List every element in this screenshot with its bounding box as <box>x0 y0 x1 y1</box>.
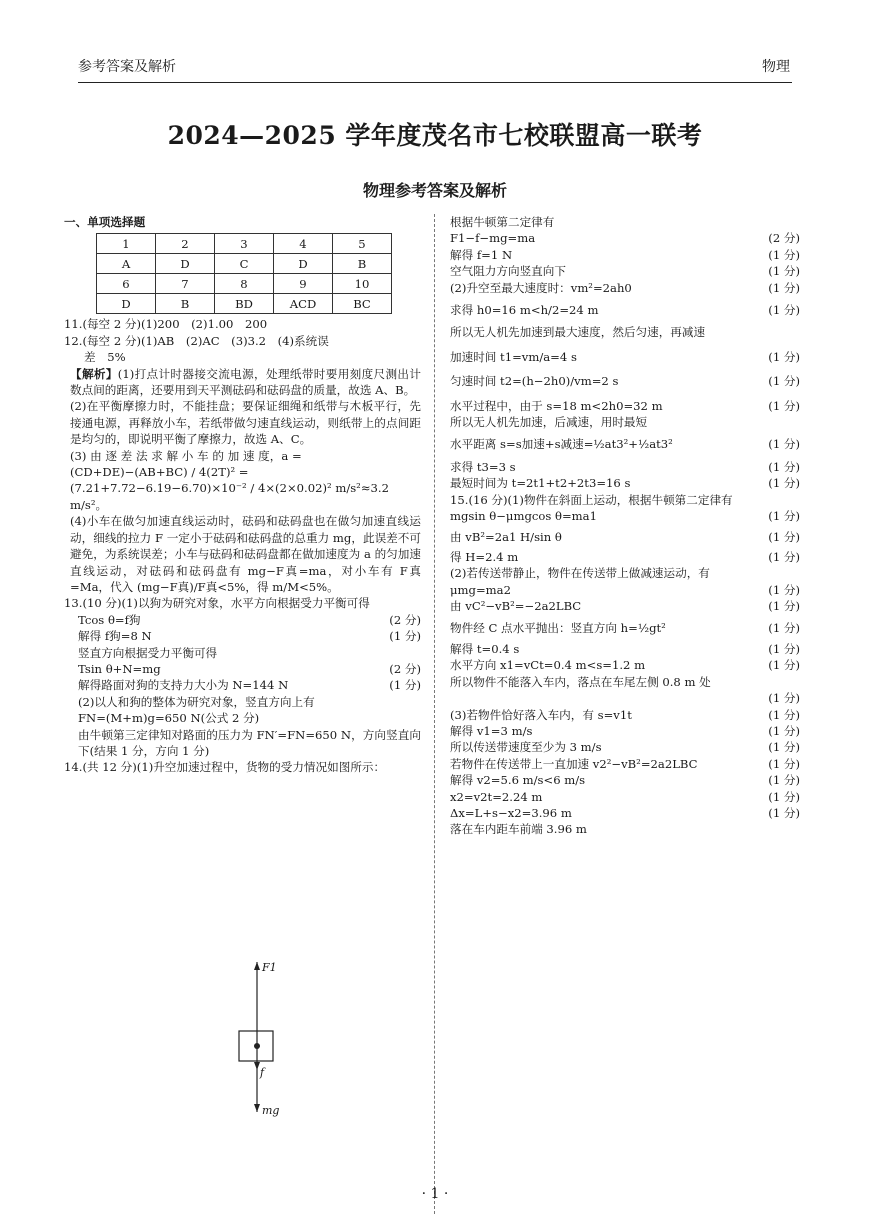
center-dot <box>254 1043 260 1049</box>
answer-line: 所以物件不能落入车内，落点在车尾左侧 0.8 m 处 <box>450 674 711 689</box>
answer-line: FN=(M+m)g=650 N(公式 2 分) <box>78 711 260 726</box>
answer-line: 求得 t3=3 s (1 分) <box>450 459 800 474</box>
answer-table <box>96 233 392 314</box>
answer-line: 物件经 C 点水平抛出：竖直方向 h=½gt² (1 分) <box>450 620 800 635</box>
answer-line: x2=v2t=2.24 m (1 分) <box>450 789 800 804</box>
table-cell: 5 <box>333 234 392 254</box>
table-cell: A <box>97 254 156 274</box>
header-right: 物理 <box>762 59 790 75</box>
analysis-4: (4)小车在做匀加速直线运动时，砝码和砝码盘也在做匀加速直线运动，细线的拉力 F 一定小于砝码和砝码盘的总重力 mg，此误差不可避免，为系统误差；小车与砝码和砝码盘都在做加速度为 a 的匀加速直线运动，对砝码和砝码盘有 mg−F真=ma，对小车有 F真=Ma，代入 (mg−F真)/F真<5%，得 m/M<5%。 <box>70 514 421 594</box>
answer-line: 由牛顿第三定律知对路面的压力为 FN′=FN=650 N，方向竖直向下(结果 1 分，方向 1 分) <box>78 727 421 758</box>
answer-q12-cont: 差 5% <box>84 350 126 365</box>
table-row <box>97 254 392 274</box>
answer-line: 解得路面对狗的支持力大小为 N=144 N (1 分) <box>78 678 421 693</box>
answer-line: Δx=L+s−x2=3.96 m (1 分) <box>450 806 800 820</box>
answer-line: 解得 f=1 N (1 分) <box>450 247 800 262</box>
table-cell: 10 <box>333 274 392 294</box>
analysis-1: 【解析】(1)打点计时器接交流电源，处理纸带时要用刻度尺测出计数点间的距离，还要用到天平测砝码和砝码盘的质量，故选 A、B。 <box>70 366 421 398</box>
answer-q13: 13.(10 分)(1)以狗为研究对象，水平方向根据受力平衡可得 <box>64 596 370 611</box>
answer-line: 由 vC²−vB²=−2a2LBC (1 分) <box>450 599 800 614</box>
table-cell: 8 <box>215 274 274 294</box>
answer-line: 若物件在传送带上一直加速 v2²−vB²=2a2LBC (1 分) <box>450 756 800 771</box>
analysis-3: (3) 由 逐 差 法 求 解 小 车 的 加 速 度，a = <box>70 448 302 463</box>
table-cell: BD <box>215 294 274 314</box>
analysis-3-result: (7.21+7.72−6.19−6.70)×10⁻² / 4×(2×0.02)² m/s²≈3.2 m/s²。 <box>70 481 389 512</box>
right-column <box>450 214 800 838</box>
table-cell: D <box>274 254 333 274</box>
answer-line: 加速时间 t1=vm/a=4 s (1 分) <box>450 349 800 364</box>
answer-line: μmg=ma2 (1 分) <box>450 582 800 597</box>
analysis-tag: 【解析】 <box>70 366 118 381</box>
answer-line: mgsin θ−μmgcos θ=ma1 (1 分) <box>450 509 800 524</box>
label-f: f <box>260 1066 265 1079</box>
answer-line: 解得 t=0.4 s (1 分) <box>450 641 800 656</box>
answer-line: 竖直方向根据受力平衡可得 <box>78 645 218 660</box>
header-left: 参考答案及解析 <box>78 59 176 75</box>
answer-line: 所以传送带速度至少为 3 m/s (1 分) <box>450 740 800 755</box>
table-cell: 2 <box>156 234 215 254</box>
answer-line: (3)若物件恰好落入车内，有 s=v1t (1 分) <box>450 707 800 722</box>
answer-q12: 12.(每空 2 分)(1)AB (2)AC (3)3.2 (4)系统误 <box>64 333 329 348</box>
answer-q11: 11.(每空 2 分)(1)200 (2)1.00 200 <box>64 317 268 332</box>
table-cell: 6 <box>97 274 156 294</box>
answer-line: 空气阻力方向竖直向下 (1 分) <box>450 264 800 279</box>
answer-q14: 14.(共 12 分)(1)升空加速过程中，货物的受力情况如图所示： <box>64 760 386 775</box>
page-subtitle: 物理参考答案及解析 <box>362 181 507 200</box>
header-rule <box>78 82 792 83</box>
arrow-down-icon <box>254 1104 260 1112</box>
table-cell: C <box>215 254 274 274</box>
force-diagram <box>200 960 320 1120</box>
answer-line: 根据牛顿第二定律有 <box>450 215 555 229</box>
page-number: · 1 · <box>421 1186 449 1202</box>
table-cell: D <box>156 254 215 274</box>
table-cell: D <box>97 294 156 314</box>
answer-q15: 15.(16 分)(1)物件在斜面上运动，根据牛顿第二定律有 <box>450 492 733 507</box>
table-row <box>97 294 392 314</box>
answer-line: 由 vB²=2a1 H/sin θ (1 分) <box>450 529 800 544</box>
answer-line: 解得 v1=3 m/s (1 分) <box>450 723 800 738</box>
answer-line: 匀速时间 t2=(h−2h0)/vm=2 s (1 分) <box>450 374 800 389</box>
left-column <box>64 214 421 776</box>
table-row <box>97 274 392 294</box>
table-cell: B <box>156 294 215 314</box>
table-cell: ACD <box>274 294 333 314</box>
label-f1: F1 <box>262 961 277 974</box>
table-cell: 7 <box>156 274 215 294</box>
table-cell: BC <box>333 294 392 314</box>
answer-line: 得 H=2.4 m (1 分) <box>450 549 800 564</box>
answer-line: 所以无人机先加速到最大速度，然后匀速，再减速 <box>450 325 706 340</box>
table-row <box>97 234 392 254</box>
answer-line: (2)以人和狗的整体为研究对象，竖直方向上有 <box>78 694 315 709</box>
page-title: 2024—2025 学年度茂名市七校联盟高一联考 <box>167 121 703 150</box>
analysis-2: (2)在平衡摩擦力时，不能挂盘；要保证细绳和纸带与木板平行，先接通电源，再释放小车，若纸带做匀速直线运动，则纸带上的点间距是均匀的，即说明平衡了摩擦力，故选 A、C。 <box>70 399 421 447</box>
answer-line: 水平过程中，由于 s=18 m<2h0=32 m (1 分) <box>450 398 800 413</box>
answer-line: 水平距离 s=s加速+s减速=½at3²+½at3² (1 分) <box>450 437 800 452</box>
arrow-up-icon <box>254 962 260 970</box>
answer-line: (1 分) <box>768 691 800 706</box>
answer-line: 解得 f狗=8 N (1 分) <box>78 629 421 644</box>
answer-line: 最短时间为 t=2t1+t2+2t3=16 s (1 分) <box>450 476 800 491</box>
column-divider <box>434 214 435 1214</box>
table-cell: 1 <box>97 234 156 254</box>
answer-line: Tcos θ=f狗 (2 分) <box>78 612 421 627</box>
answer-line: (2)若传送带静止，物件在传送带上做减速运动，有 <box>450 566 710 581</box>
answer-line: 所以无人机先加速，后减速，用时最短 <box>450 415 648 430</box>
table-cell: B <box>333 254 392 274</box>
force-diagram-svg <box>200 960 320 1120</box>
table-cell: 4 <box>274 234 333 254</box>
section-heading: 一、单项选择题 <box>64 215 146 229</box>
answer-line: 水平方向 x1=vCt=0.4 m<s=1.2 m (1 分) <box>450 658 800 673</box>
label-mg: mg <box>262 1104 280 1117</box>
answer-line: F1−f−mg=ma (2 分) <box>450 231 800 246</box>
analysis-3-formula: (CD+DE)−(AB+BC) / 4(2T)² = <box>70 465 249 480</box>
answer-line: (2)升空至最大速度时：vm²=2ah0 (1 分) <box>450 280 800 295</box>
answer-line: 求得 h0=16 m<h/2=24 m (1 分) <box>450 303 800 318</box>
answer-line: 落在车内距车前端 3.96 m <box>450 822 587 837</box>
table-cell: 9 <box>274 274 333 294</box>
table-cell: 3 <box>215 234 274 254</box>
answer-line: Tsin θ+N=mg (2 分) <box>78 661 421 676</box>
answer-line: 解得 v2=5.6 m/s<6 m/s (1 分) <box>450 773 800 788</box>
